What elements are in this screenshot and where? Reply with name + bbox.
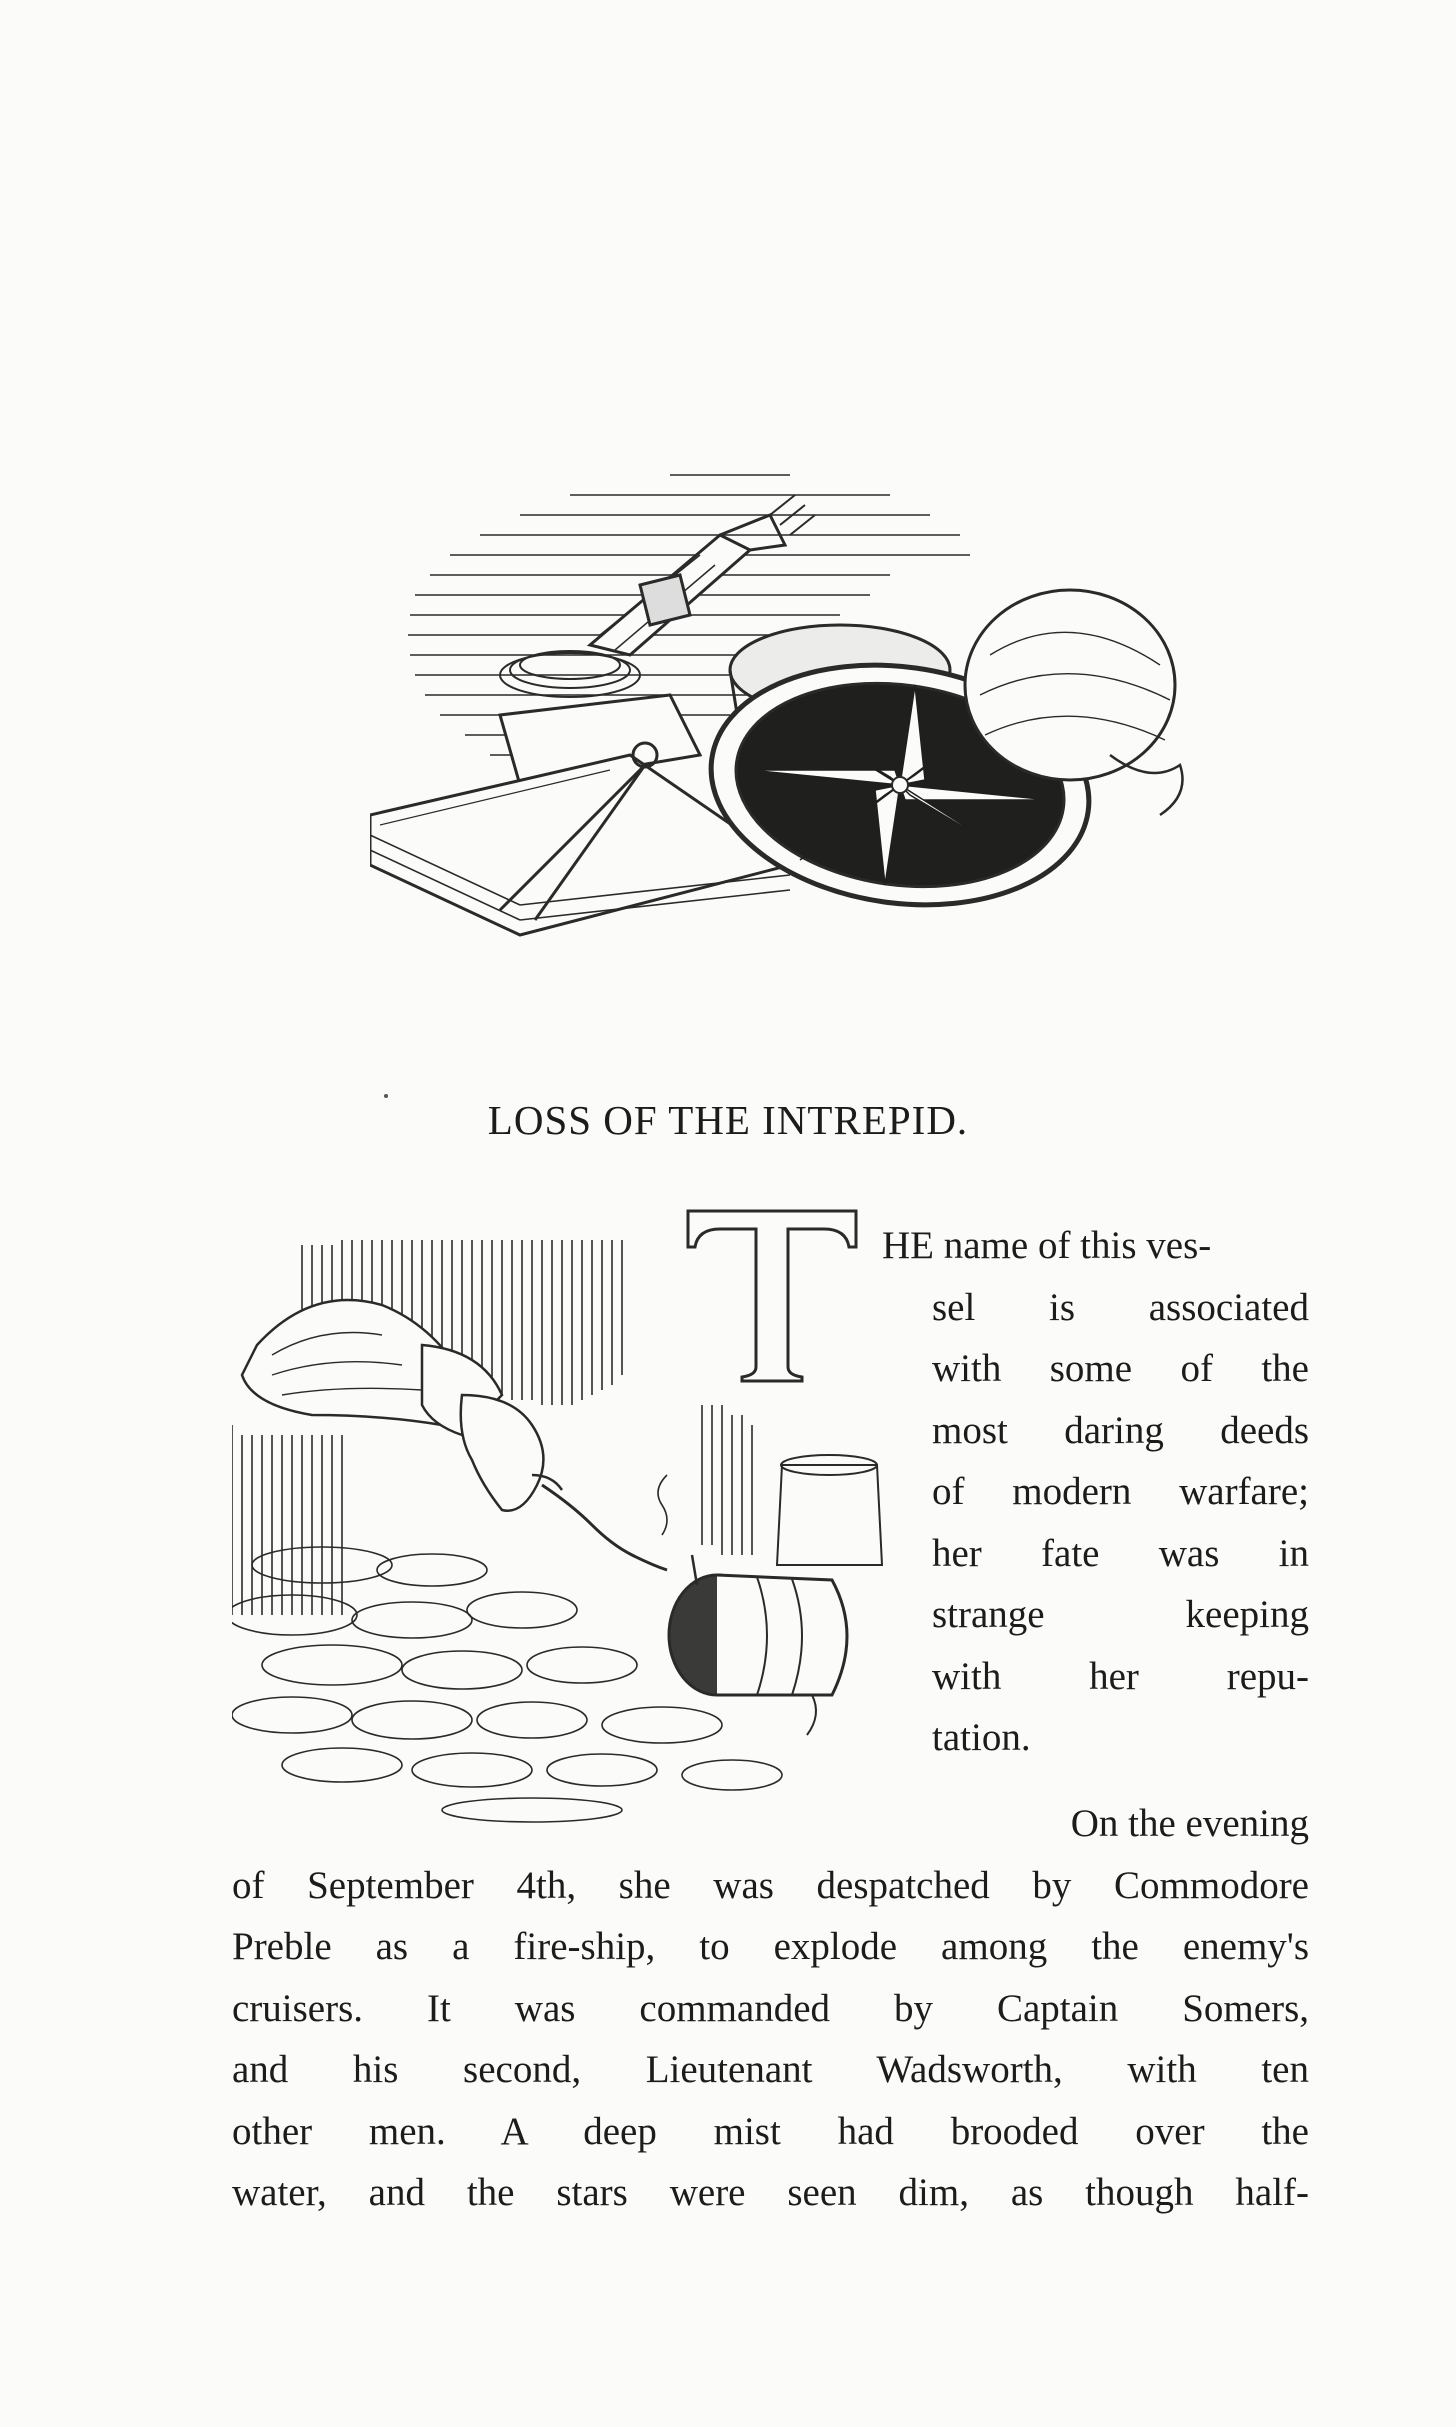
text-line: water, and the stars were seen dim, as though half- [232, 2171, 1309, 2214]
first-line-rest: HE name of this ves- [882, 1224, 1212, 1267]
cup [777, 1455, 882, 1565]
text-line: of September 4th, she was despatched by Commodore [232, 1863, 1309, 1907]
text-line: most daring deeds [932, 1408, 1309, 1452]
paragraph-start: On the evening [1070, 1802, 1309, 1845]
text-line: Preble as a fire-ship, to explode among the enemy's [232, 1925, 1309, 1968]
text-line: her fate was in [932, 1531, 1309, 1575]
opening-paragraph [232, 1215, 1309, 1793]
body-text [232, 1215, 1309, 2214]
text-line: sel is associated [932, 1285, 1309, 1329]
powder-keg [669, 1555, 847, 1735]
second-paragraph [232, 1793, 1309, 2224]
text-line: tation. [932, 1716, 1031, 1759]
hand [461, 1395, 562, 1511]
coiled-rope [500, 651, 640, 697]
text-line: cruisers. It was commanded by Captain Somers, [232, 1986, 1309, 2030]
text-line: of modern warfare; [932, 1470, 1309, 1513]
wrapped-lines [932, 1277, 1309, 1769]
text-line: with some of the [932, 1347, 1309, 1390]
text-line: with her repu- [932, 1654, 1309, 1698]
chapter-title: LOSS OF THE INTREPID. [487, 1097, 969, 1143]
text-line: other men. A deep mist had brooded over the [232, 2109, 1309, 2153]
nautical-instruments-vignette-icon [370, 455, 1190, 950]
drop-cap-frame [684, 1207, 860, 1385]
text-line: strange keeping [932, 1593, 1309, 1636]
text-line: and his second, Lieutenant Wadsworth, with ten [232, 2048, 1309, 2091]
